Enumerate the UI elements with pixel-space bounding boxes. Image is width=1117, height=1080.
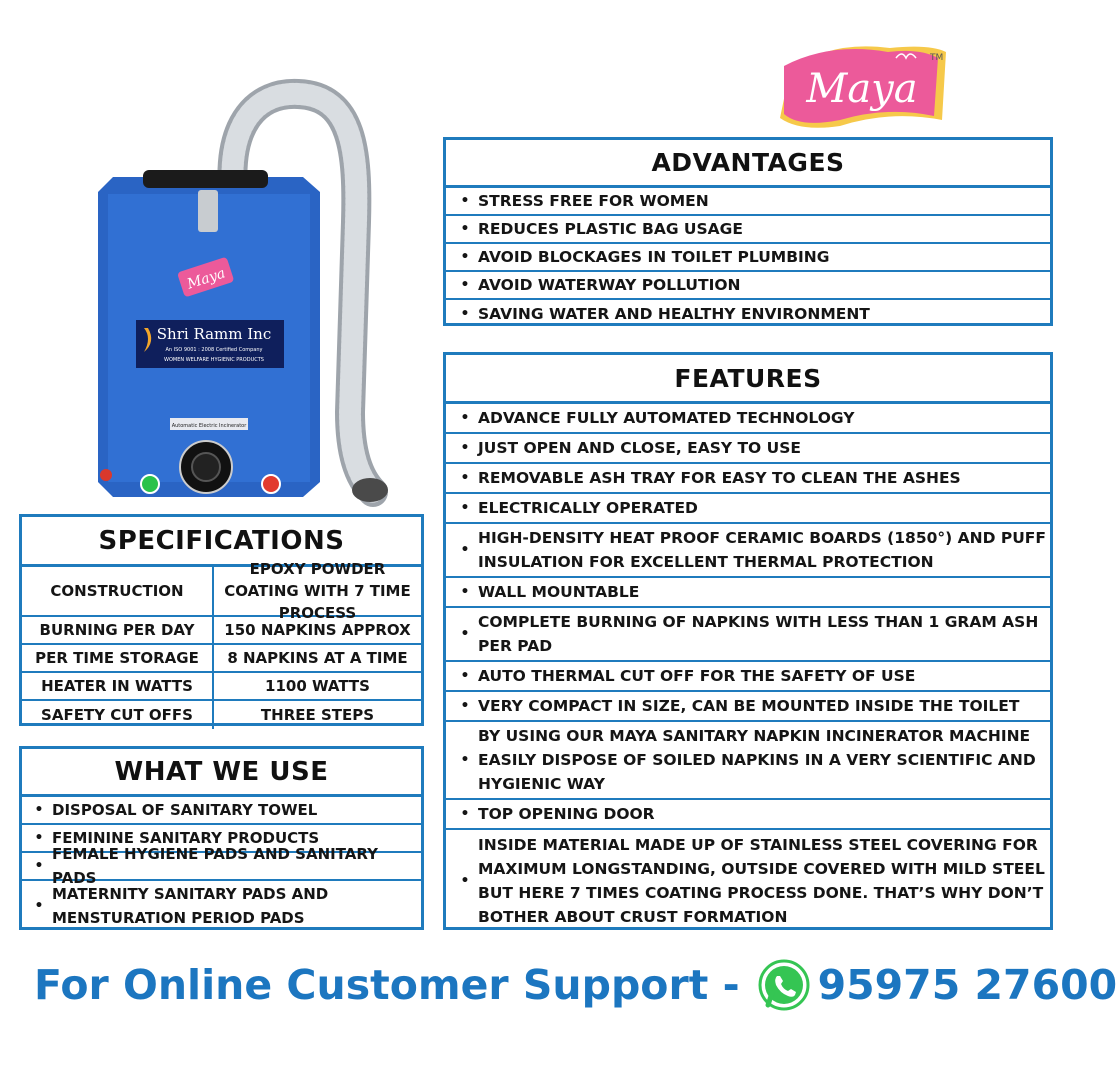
bullet-icon: • bbox=[34, 898, 44, 914]
bullet-icon: • bbox=[460, 584, 470, 600]
list-item: • HIGH-DENSITY HEAT PROOF CERAMIC BOARDS (1850°) AND PUFF INSULATION FOR EXCELLENT THERMAL PROTECTION bbox=[446, 524, 1050, 578]
bullet-icon: • bbox=[460, 249, 470, 265]
customer-support-banner bbox=[34, 955, 1117, 1015]
power-light-icon bbox=[141, 475, 159, 493]
list-item: • WALL MOUNTABLE bbox=[446, 578, 1050, 608]
logo-tm: TM bbox=[930, 53, 944, 63]
bullet-icon: • bbox=[460, 542, 470, 558]
machine-cert: An ISO 9001 : 2008 Certified Company bbox=[165, 347, 263, 353]
support-phone[interactable]: 95975 27600 bbox=[817, 961, 1117, 1009]
machine-logo-text: Maya bbox=[185, 265, 228, 293]
what-we-use-title: WHAT WE USE bbox=[22, 749, 421, 797]
machine-tagline: WOMEN WELFARE HYGIENIC PRODUCTS bbox=[164, 357, 264, 363]
list-item: • REMOVABLE ASH TRAY FOR EASY TO CLEAN THE ASHES bbox=[446, 464, 1050, 494]
list-item: • ELECTRICALLY OPERATED bbox=[446, 494, 1050, 524]
list-item: • STRESS FREE FOR WOMEN bbox=[446, 188, 1050, 216]
advantages-box bbox=[443, 137, 1053, 326]
advantages-title: ADVANTAGES bbox=[446, 140, 1050, 188]
machine-switch-icon bbox=[100, 469, 112, 481]
bullet-icon: • bbox=[460, 277, 470, 293]
bullet-icon: • bbox=[460, 193, 470, 209]
list-item: • BY USING OUR MAYA SANITARY NAPKIN INCINERATOR MACHINE EASILY DISPOSE OF SOILED NAPKINS IN A VERY SCIENTIFIC AND HYGIENIC WAY bbox=[446, 722, 1050, 800]
specifications-title: SPECIFICATIONS bbox=[22, 517, 421, 567]
machine-brand: Shri Ramm Inc bbox=[156, 325, 272, 343]
list-item: • COMPLETE BURNING OF NAPKINS WITH LESS THAN 1 GRAM ASH PER PAD bbox=[446, 608, 1050, 662]
whatsapp-icon[interactable] bbox=[758, 959, 810, 1011]
spec-key: HEATER IN WATTS bbox=[22, 673, 214, 699]
bullet-icon: • bbox=[460, 752, 470, 768]
list-item: • DISPOSAL OF SANITARY TOWEL bbox=[22, 797, 421, 825]
list-item: • SAVING WATER AND HEALTHY ENVIRONMENT bbox=[446, 300, 1050, 328]
list-item: • FEMININE SANITARY PRODUCTS bbox=[22, 825, 421, 853]
table-row bbox=[22, 701, 421, 729]
spec-key: PER TIME STORAGE bbox=[22, 645, 214, 671]
list-item: • ADVANCE FULLY AUTOMATED TECHNOLOGY bbox=[446, 404, 1050, 434]
bullet-icon: • bbox=[460, 626, 470, 642]
spec-key: CONSTRUCTION bbox=[22, 567, 214, 615]
bullet-icon: • bbox=[460, 221, 470, 237]
maya-logo bbox=[770, 40, 950, 132]
spec-value: 1100 WATTS bbox=[265, 677, 370, 695]
support-label: For Online Customer Support - bbox=[34, 961, 740, 1009]
bullet-icon: • bbox=[460, 668, 470, 684]
incinerator-machine-image bbox=[88, 82, 408, 512]
spec-value: 150 NAPKINS APPROX bbox=[224, 621, 411, 639]
bullet-icon: • bbox=[460, 440, 470, 456]
heat-light-icon bbox=[262, 475, 280, 493]
list-item: • AVOID BLOCKAGES IN TOILET PLUMBING bbox=[446, 244, 1050, 272]
what-we-use-box bbox=[19, 746, 424, 930]
list-item: • AVOID WATERWAY POLLUTION bbox=[446, 272, 1050, 300]
list-item: • INSIDE MATERIAL MADE UP OF STAINLESS STEEL COVERING FOR MAXIMUM LONGSTANDING, OUTSIDE COVERED WITH MILD STEEL BUT HERE 7 TIMES COATING PROCESS DONE. THAT’S WHY DON’T BOTHER ABOUT CRUST FORMATION bbox=[446, 830, 1050, 932]
spec-key: BURNING PER DAY bbox=[22, 617, 214, 643]
spec-value: THREE STEPS bbox=[260, 706, 375, 724]
features-box bbox=[443, 352, 1053, 930]
bullet-icon: • bbox=[460, 470, 470, 486]
bullet-icon: • bbox=[460, 806, 470, 822]
list-item: • FEMALE HYGIENE PADS AND SANITARY PADS bbox=[22, 853, 421, 881]
list-item: • AUTO THERMAL CUT OFF FOR THE SAFETY OF USE bbox=[446, 662, 1050, 692]
features-title: FEATURES bbox=[446, 355, 1050, 404]
list-item: • VERY COMPACT IN SIZE, CAN BE MOUNTED INSIDE THE TOILET bbox=[446, 692, 1050, 722]
table-row bbox=[22, 560, 421, 622]
specifications-box bbox=[19, 514, 424, 726]
spec-value: EPOXY POWDER COATING WITH 7 TIME PROCESS bbox=[224, 560, 411, 622]
list-item: • MATERNITY SANITARY PADS AND MENSTURATION PERIOD PADS bbox=[22, 881, 421, 931]
bullet-icon: • bbox=[460, 410, 470, 426]
bullet-icon: • bbox=[460, 873, 470, 889]
bullet-icon: • bbox=[460, 306, 470, 322]
spec-key: SAFETY CUT OFFS bbox=[22, 701, 214, 729]
table-row bbox=[22, 617, 421, 645]
bullet-icon: • bbox=[34, 830, 44, 846]
list-item: • TOP OPENING DOOR bbox=[446, 800, 1050, 830]
bullet-icon: • bbox=[34, 802, 44, 818]
list-item: • JUST OPEN AND CLOSE, EASY TO USE bbox=[446, 434, 1050, 464]
machine-label: Automatic Electric Incinerator bbox=[171, 423, 247, 429]
list-item: • REDUCES PLASTIC BAG USAGE bbox=[446, 216, 1050, 244]
table-row bbox=[22, 673, 421, 701]
bullet-icon: • bbox=[460, 500, 470, 516]
bullet-icon: • bbox=[460, 698, 470, 714]
spec-value: 8 NAPKINS AT A TIME bbox=[227, 649, 408, 667]
maya-logo-mark bbox=[770, 40, 950, 132]
table-row bbox=[22, 645, 421, 673]
bullet-icon: • bbox=[34, 858, 44, 874]
logo-text: Maya bbox=[806, 66, 918, 112]
